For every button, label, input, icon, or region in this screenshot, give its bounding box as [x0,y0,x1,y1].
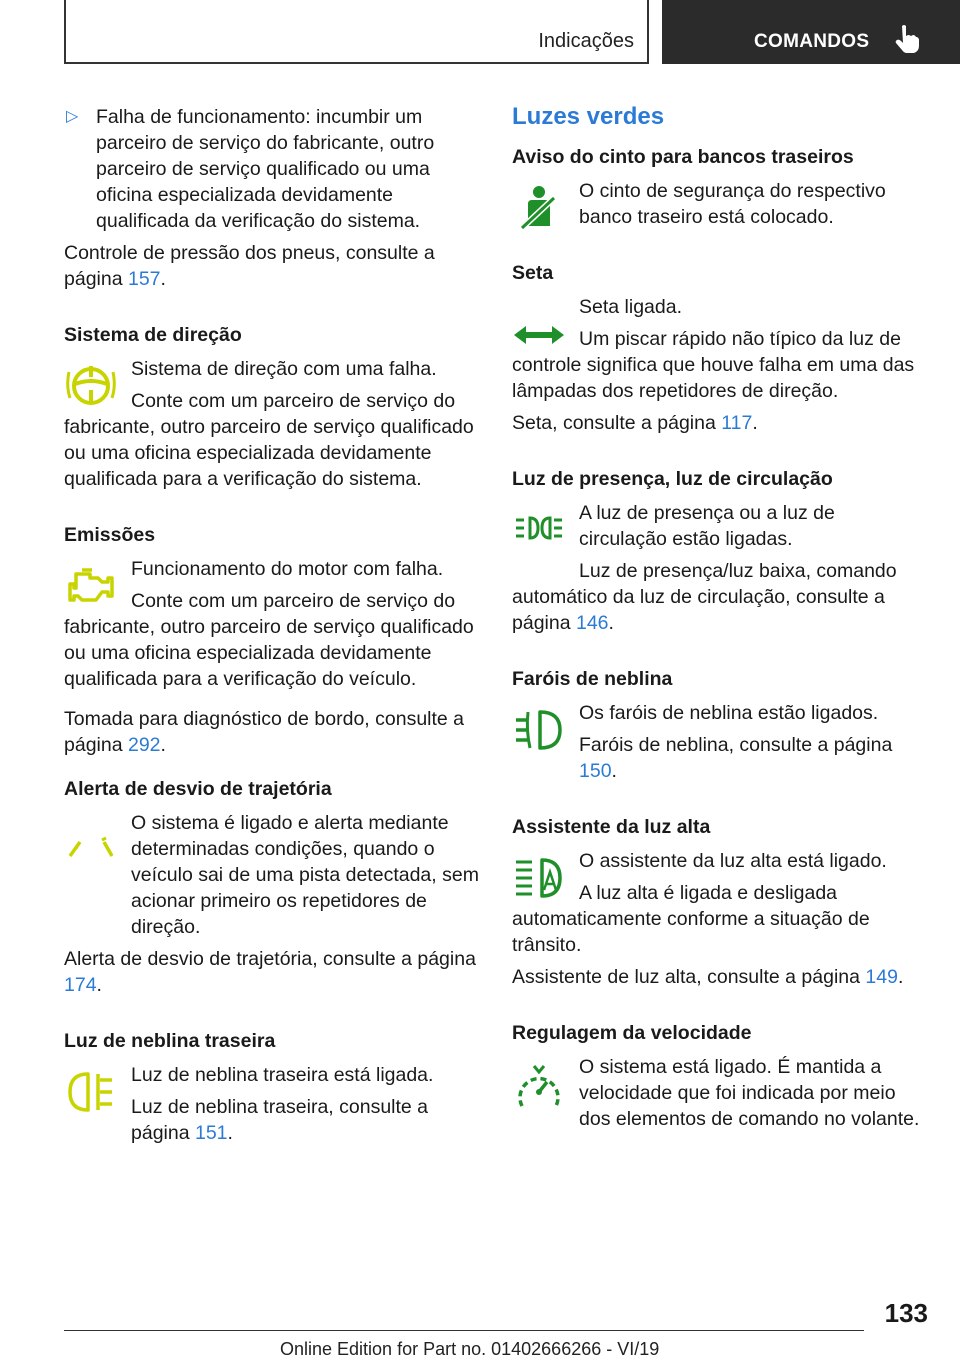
lane-row [64,810,479,940]
obd-ref-text: Tomada para diagnóstico de bordo, consulte a página [64,708,465,756]
bullet-triangle-icon: ▷ [66,108,79,125]
malfunction-bullet [64,104,479,234]
fog-heading: Faróis de neblina [512,668,673,690]
lane-text-1: O sistema é ligado e alerta mediante determinadas condições, quando o veículo sai de uma pista detectada, sem acionar primeiro os repetidores de direção. [131,812,479,938]
page-number: 133 [884,1298,928,1328]
cruise-row [512,1054,927,1132]
engine-warning-icon [64,558,118,612]
turn-ref-text: Seta, consulte a página [512,412,722,434]
tpms-page-link[interactable]: 157 [127,268,161,290]
lane-ref-text: Alerta de desvio de trajetória, consulte a página [64,948,476,970]
parking-text-1: A luz de presença ou a luz de circulação estão ligadas. [579,502,835,550]
tpms-ref-text: Controle de pressão dos pneus, consulte a página [64,242,435,290]
high-beam-assistant-icon [512,850,566,904]
lane-departure-icon [64,818,118,872]
hba-text-2: A luz alta é ligada e desligada automaticamente conforme a situação de trânsito. [512,882,870,956]
parking-row [512,500,927,552]
left-column [64,100,479,1152]
rearfog-reference: Luz de neblina traseira, consulte a página 151. [131,1096,429,1144]
right-column [512,100,927,1138]
footer-edition: Online Edition for Part no. 01402666266 - VI/19 [280,1339,660,1359]
rearfog-heading: Luz de neblina traseira [64,1030,276,1052]
rearfog-row [64,1062,479,1146]
rear-fog-light-icon [64,1064,118,1118]
hba-page-link[interactable]: 149 [865,966,898,988]
steering-text-1: Sistema de direção com uma falha. [131,358,437,380]
green-lights-heading: Luzes verdes [512,103,665,130]
rearfog-ref-text: Luz de neblina traseira, consulte a página [131,1096,429,1144]
emissions-heading: Emissões [64,524,156,546]
rearfog-page-link[interactable]: 151 [194,1122,228,1144]
turn-page-link[interactable]: 117 [721,412,753,434]
parking-light-icon [512,502,566,556]
steering-text-2: Conte com um parceiro de serviço do fabricante, outro parceiro de serviço qualificado ou uma oficina especializada devidamente qualificada para a verificação do sistema. [64,390,474,490]
header-chapter-tab [662,0,960,64]
fog-page-link[interactable]: 150 [579,760,612,782]
turn-text-1: Seta ligada. [579,296,682,318]
malfunction-text: Falha de funcionamento: incumbir um parceiro de serviço do fabricante, outro parceiro de serviço qualificado ou uma oficina especializada devidamente qualificada da verificação do sistema. [96,106,435,232]
page-header [0,0,960,66]
cruise-heading: Regulagem da velocidade [512,1022,752,1044]
pointing-hand-icon [894,24,920,54]
cruise-text-1: O sistema está ligado. É mantida a velocidade que foi indicada por meio dos elementos de comando no volante. [579,1056,920,1130]
turn-heading: Seta [512,262,554,284]
fog-text-1: Os faróis de neblina estão ligados. [579,702,879,724]
fog-row [512,700,927,784]
rearfog-text-1: Luz de neblina traseira está ligada. [131,1064,434,1086]
hba-reference: Assistente de luz alta, consulte a página 149. [512,966,904,988]
seatbelt-icon [512,180,566,234]
steering-heading: Sistema de direção [64,324,242,346]
front-fog-light-icon [512,702,566,756]
belt-row [512,178,927,230]
emissions-row [64,556,479,582]
lane-heading: Alerta de desvio de trajetória [64,778,332,800]
belt-heading: Aviso do cinto para bancos traseiros [512,146,854,168]
obd-reference: Tomada para diagnóstico de bordo, consulte a página 292. [64,708,465,756]
parking-reference: Luz de presença/luz baixa, comando automático da luz de circulação, consulte a página 146. [512,560,897,634]
hba-text-1: O assistente da luz alta está ligado. [579,850,887,872]
hba-ref-text: Assistente de luz alta, consulte a página [512,966,866,988]
hba-heading: Assistente da luz alta [512,816,711,838]
cruise-control-speedometer-icon [512,1062,566,1116]
turn-reference: Seta, consulte a página 117. [512,412,758,434]
parking-page-link[interactable]: 146 [575,612,609,634]
tpms-reference: Controle de pressão dos pneus, consulte a página 157. [64,242,435,290]
belt-text-1: O cinto de segurança do respectivo banco traseiro está colocado. [579,180,886,228]
steering-row [64,356,479,382]
lane-page-link[interactable]: 174 [64,974,97,996]
header-section-title: Indicações [538,30,634,52]
header-chapter-label: COMANDOS [754,31,870,52]
emissions-text-2: Conte com um parceiro de serviço do fabricante, outro parceiro de serviço qualificado ou uma oficina especializada devidamente qualificada para a verificação do veículo. [64,590,474,690]
fog-reference: Faróis de neblina, consulte a página 150. [579,734,893,782]
lane-reference: Alerta de desvio de trajetória, consulte a página 174. [64,948,476,996]
parking-heading: Luz de presença, luz de circulação [512,468,833,490]
parking-ref-text: Luz de presença/luz baixa, comando automático da luz de circulação, consulte a página [512,560,897,634]
footer-divider [64,1330,864,1331]
emissions-text-1: Funcionamento do motor com falha. [131,558,444,580]
fog-ref-text: Faróis de neblina, consulte a página [579,734,893,756]
turn-signal-arrows-icon [512,308,566,362]
turn-text-2: Um piscar rápido não típico da luz de controle significa que houve falha em uma das lâmpadas dos repetidores de direção. [512,328,915,402]
obd-page-link[interactable]: 292 [127,734,161,756]
turn-row [512,294,927,320]
hba-row [512,848,927,874]
